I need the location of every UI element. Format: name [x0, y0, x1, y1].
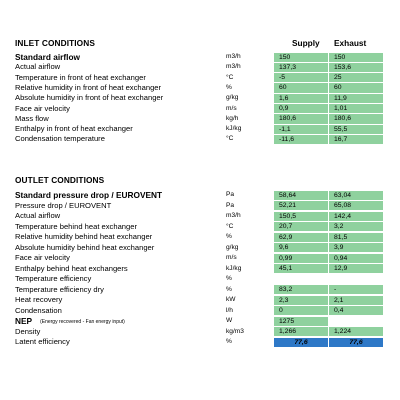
row-label: Pressure drop / EUROVENT	[15, 200, 112, 210]
inlet-row	[0, 93, 400, 103]
outlet-row	[0, 253, 400, 263]
row-unit: °C	[226, 135, 234, 143]
row-unit: kg/m3	[226, 327, 244, 335]
exhaust-value: 65,08	[329, 201, 383, 210]
row-unit: m/s	[226, 254, 237, 261]
row-unit: Pa	[226, 191, 235, 198]
exhaust-value: 3,9	[329, 243, 383, 252]
outlet-row	[0, 295, 400, 305]
row-unit: °C	[226, 73, 234, 81]
row-label: Heat recovery	[15, 295, 63, 304]
exhaust-value: 180,6	[329, 114, 383, 123]
inlet-section-title: INLET CONDITIONS	[15, 38, 95, 48]
outlet-row	[0, 190, 400, 200]
exhaust-value: 25	[329, 73, 383, 82]
row-unit: kJ/kg	[226, 125, 242, 133]
outlet-row	[0, 243, 400, 253]
exhaust-value: 81,5	[329, 233, 383, 242]
supply-value: 60	[274, 83, 328, 92]
exhaust-value: 16,7	[329, 135, 383, 144]
row-unit: W	[226, 317, 233, 324]
row-unit: g/kg	[226, 243, 239, 251]
row-unit: Pa	[226, 201, 235, 209]
row-unit: m3/h	[226, 212, 241, 219]
exhaust-value: 142,4	[329, 212, 383, 221]
outlet-row	[0, 274, 400, 284]
outlet-section-title: OUTLET CONDITIONS	[15, 175, 105, 185]
exhaust-value: 11,9	[329, 94, 383, 103]
supply-value: 52,21	[274, 201, 328, 210]
outlet-row	[0, 232, 400, 242]
supply-value: 180,6	[274, 114, 328, 123]
exhaust-value: 77,6	[329, 338, 383, 347]
row-unit: °C	[226, 222, 234, 230]
inlet-row	[0, 62, 400, 72]
outlet-row	[0, 222, 400, 232]
supply-value: -1,1	[274, 125, 328, 134]
supply-value: 45,1	[274, 264, 328, 273]
outlet-row	[0, 337, 400, 347]
outlet-row	[0, 211, 400, 221]
row-label: Temperature behind heat exchanger	[15, 221, 138, 231]
exhaust-value: 63,04	[329, 191, 383, 200]
row-label: Relative humidity in front of heat exchanger	[15, 82, 162, 92]
row-label: Condensation	[15, 305, 62, 315]
supply-value: 83,2	[274, 285, 328, 294]
row-unit: %	[226, 338, 232, 345]
inlet-row	[0, 73, 400, 83]
exhaust-value: 1,01	[329, 104, 383, 113]
exhaust-value: 153,6	[329, 63, 383, 72]
row-unit: m3/h	[226, 63, 241, 71]
row-label: Latent efficiency	[15, 337, 70, 346]
exhaust-value: 0,4	[329, 306, 383, 315]
row-label: Absolute humidity in front of heat exchanger	[15, 93, 164, 103]
supply-value: 9,6	[274, 243, 328, 252]
row-label: Temperature in front of heat exchanger	[15, 72, 146, 82]
row-label: Standard airflow	[15, 52, 81, 62]
row-label: Actual airflow	[15, 62, 61, 72]
row-label: Relative humidity behind heat exchanger	[15, 232, 153, 241]
outlet-row	[0, 327, 400, 337]
exhaust-value: 150	[329, 53, 383, 62]
supply-value: 0,99	[274, 254, 328, 263]
supply-value: 62,9	[274, 233, 328, 242]
nep-label: NEP	[15, 316, 33, 326]
inlet-row	[0, 104, 400, 114]
row-label: Condensation temperature	[15, 134, 105, 144]
exhaust-value: 12,9	[329, 264, 383, 273]
supply-value: -11,6	[274, 135, 328, 144]
outlet-row	[0, 285, 400, 295]
exhaust-value: 60	[329, 83, 383, 92]
supply-value: 1,6	[274, 94, 328, 103]
supply-value: -5	[274, 73, 328, 82]
row-unit: kW	[226, 296, 236, 303]
outlet-row	[0, 201, 400, 211]
supply-value: 58,64	[274, 191, 328, 200]
supply-value: 2,3	[274, 296, 328, 305]
supply-value: 77,6	[274, 338, 328, 347]
row-label: Face air velocity	[15, 103, 70, 113]
row-label: Density	[15, 326, 41, 336]
row-label: Enthalpy in front of heat exchanger	[15, 124, 133, 134]
row-unit: m/s	[226, 104, 237, 112]
nep-note: (Energy recovered - Fan energy input)	[40, 319, 125, 325]
row-unit: l/h	[226, 306, 233, 314]
row-label: Mass flow	[15, 113, 49, 123]
supply-value: 20,7	[274, 222, 328, 231]
supply-value: 1275	[274, 317, 328, 326]
row-unit: %	[226, 83, 232, 91]
outlet-row	[0, 264, 400, 274]
exhaust-value: 55,5	[329, 125, 383, 134]
row-unit: g/kg	[226, 94, 239, 102]
inlet-row	[0, 124, 400, 134]
row-label: Face air velocity	[15, 253, 70, 262]
supply-value: 0	[274, 306, 328, 315]
supply-value: 1,266	[274, 327, 328, 336]
inlet-row	[0, 114, 400, 124]
row-unit: kJ/kg	[226, 264, 242, 272]
row-label: Absolute humidity behind heat exchanger	[15, 242, 155, 252]
column-header-exhaust: Exhaust	[334, 38, 367, 48]
row-label: Enthalpy behind heat exchangers	[15, 263, 128, 273]
row-label: Temperature efficiency	[15, 274, 92, 283]
row-unit: kg/h	[226, 114, 239, 122]
exhaust-value: 1,224	[329, 327, 383, 336]
exhaust-value: 2,1	[329, 296, 383, 305]
supply-value: 0,9	[274, 104, 328, 113]
inlet-row	[0, 52, 400, 62]
exhaust-value: 3,2	[329, 222, 383, 231]
row-label: Temperature efficiency dry	[15, 284, 104, 294]
row-unit: %	[226, 285, 232, 293]
supply-value: 150,5	[274, 212, 328, 221]
outlet-row	[0, 306, 400, 316]
row-unit: %	[226, 275, 232, 282]
supply-value: 137,3	[274, 63, 328, 72]
row-label: Standard pressure drop / EUROVENT	[15, 190, 163, 200]
row-unit: m3/h	[226, 53, 241, 60]
column-header-supply: Supply	[292, 38, 320, 48]
supply-value: 150	[274, 53, 328, 62]
row-label: Actual airflow	[15, 211, 61, 220]
exhaust-value: -	[329, 285, 383, 294]
inlet-row	[0, 134, 400, 144]
row-unit: %	[226, 233, 232, 240]
outlet-row	[0, 316, 400, 326]
exhaust-value: 0,94	[329, 254, 383, 263]
inlet-row	[0, 83, 400, 93]
